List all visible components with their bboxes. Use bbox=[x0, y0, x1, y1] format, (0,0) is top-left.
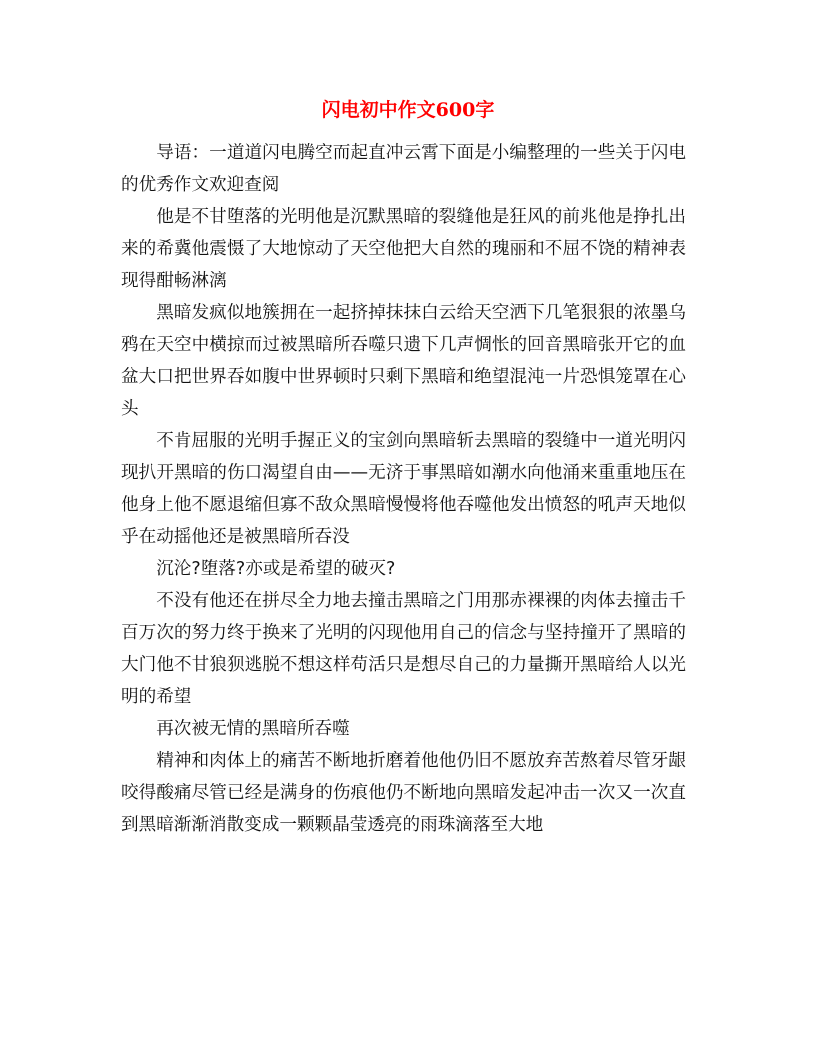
paragraph: 精神和肉体上的痛苦不断地折磨着他他仍旧不愿放弃苦熬着尽管牙龈咬得酸痛尽管已经是满身的伤痕他仍不断地向黑暗发起冲击一次又一次直到黑暗渐渐消散变成一颗颗晶莹透亮的雨珠滴落至大地 bbox=[121, 751, 686, 835]
paragraph: 不肯屈服的光明手握正义的宝剑向黑暗斩去黑暗的裂缝中一道光明闪现扒开黑暗的伤口渴望自由——无济于事黑暗如潮水向他涌来重重地压在他身上他不愿退缩但寡不敌众黑暗慢慢将他吞噬他发出愤怒的吼声天地似乎在动摇他还是被黑暗所吞没 bbox=[121, 431, 686, 547]
paragraph: 沉沦?堕落?亦或是希望的破灭? bbox=[156, 559, 396, 579]
document-body bbox=[121, 137, 686, 841]
document-title: 闪电初中作文600字 bbox=[321, 99, 495, 121]
paragraph: 不没有他还在拼尽全力地去撞击黑暗之门用那赤裸裸的肉体去撞击千百万次的努力终于换来了光明的闪现他用自己的信念与坚持撞开了黑暗的大门他不甘狼狈逃脱不想这样苟活只是想尽自己的力量撕开黑暗给人以光明的希望 bbox=[121, 591, 686, 707]
paragraph: 黑暗发疯似地簇拥在一起挤掉抹抹白云给天空洒下几笔狠狠的浓墨乌鸦在天空中横掠而过被黑暗所吞噬只遗下几声惆怅的回音黑暗张开它的血盆大口把世界吞如腹中世界顿时只剩下黑暗和绝望混沌一片恐惧笼罩在心头 bbox=[121, 303, 686, 419]
paragraph: 他是不甘堕落的光明他是沉默黑暗的裂缝他是狂风的前兆他是挣扎出来的希冀他震慑了大地惊动了天空他把大自然的瑰丽和不屈不饶的精神表现得酣畅淋漓 bbox=[121, 207, 686, 291]
paragraph: 再次被无情的黑暗所吞噬 bbox=[156, 719, 350, 739]
paragraph-intro: 导语：一道道闪电腾空而起直冲云霄下面是小编整理的一些关于闪电的优秀作文欢迎查阅 bbox=[121, 143, 686, 195]
